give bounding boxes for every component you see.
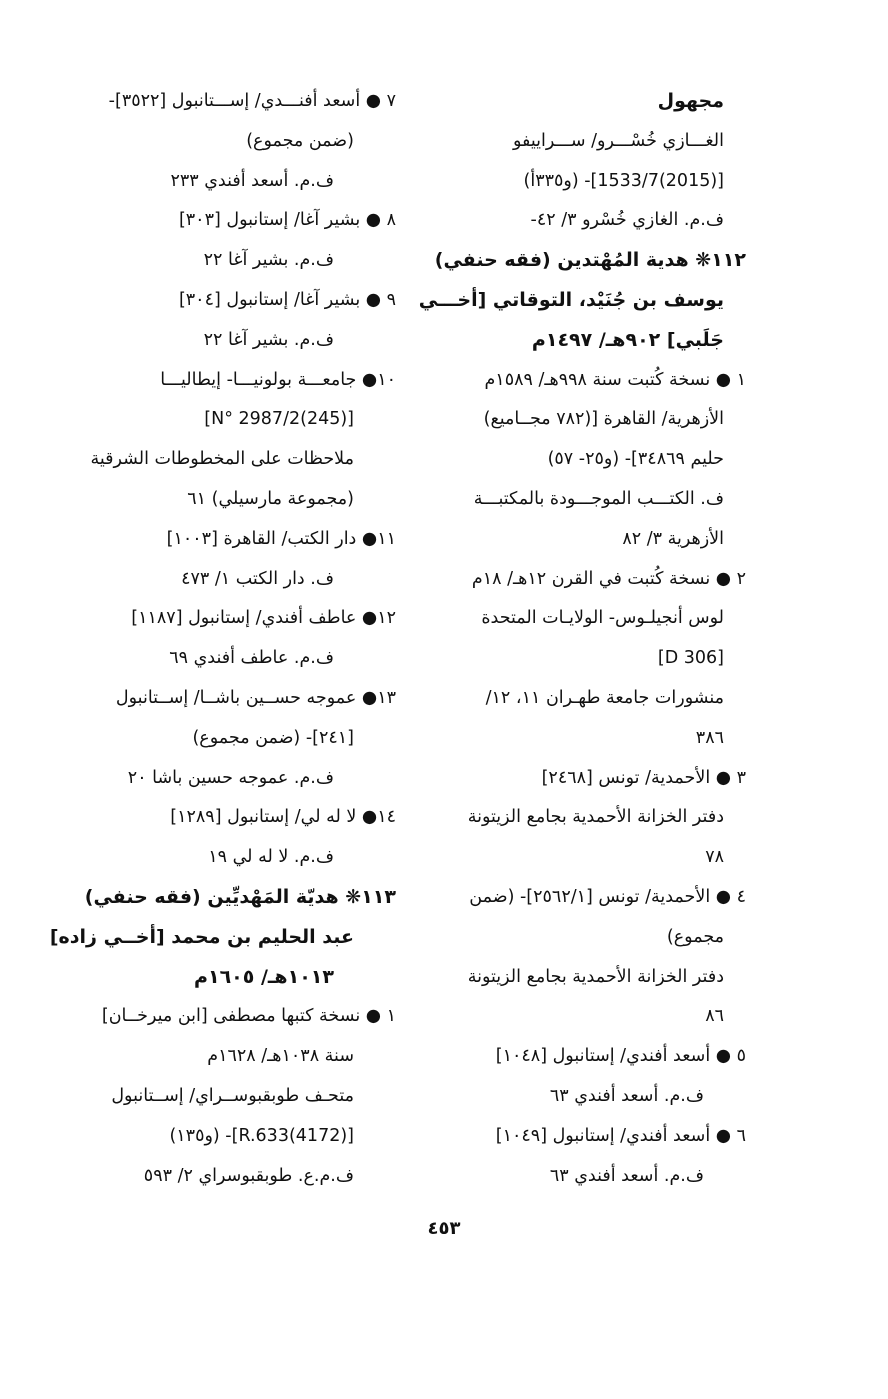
text-line: ف.م. لا له لي ١٩ (208, 847, 334, 868)
text-line: ١١٢❋ هدية المُهْتدين (فقه حنفي) (434, 249, 746, 272)
text-line: ١٣● عموجه حســين باشــا/ إســتانبول (115, 687, 396, 708)
text-line: ف.م. أسعد أفندي ٢٣٣ (170, 170, 334, 191)
text-line: ٥ ● أسعد أفندي/ إستانبول [١٠٤٨] (495, 1046, 746, 1067)
text-line: ف.م. عموجه حسين باشا ٢٠ (127, 767, 334, 788)
text-line: [(245)N° 2987/2] (204, 409, 354, 430)
text-line: مجهول (657, 90, 724, 112)
text-line: منشورات جامعة طهـران ١١، ١٢/ (485, 687, 724, 708)
text-line: الغـــازي خُسْـــرو/ ســـراييفو (512, 130, 724, 151)
text-line: ف.م. أسعد أفندي ٦٣ (549, 1165, 704, 1186)
text-line: ف.م. بشير آغا ٢٢ (203, 250, 334, 271)
text-line: سنة ١٠٣٨هـ/ ١٦٢٨م (207, 1046, 354, 1067)
text-line: دفتر الخزانة الأحمدية بجامع الزيتونة (467, 966, 724, 987)
text-line: حليم ٣٤٨٦٩]- (و٢٥- ٥٧) (547, 449, 724, 470)
text-line: عبد الحليم بن محمد [أخــي زاده] (49, 925, 354, 948)
text-line: ف.م. عاطف أفندي ٦٩ (169, 648, 334, 669)
text-line: ١١● دار الكتب/ القاهرة [١٠٠٣] (166, 528, 396, 549)
text-line: ٢ ● نسخة كُتبت في القرن ١٢هـ/ ١٨م (471, 568, 746, 589)
text-line: ١ ● نسخة كُتبت سنة ٩٩٨هـ/ ١٥٨٩م (484, 369, 746, 390)
text-line: ١٤● لا له لي/ إستانبول [١٢٨٩] (170, 807, 396, 828)
text-line: [D 306] (657, 648, 724, 669)
text-line: لوس أنجيلـوس- الولايـات المتحدة (481, 608, 724, 629)
text-line: ٤ ● الأحمدية/ تونس [٢٥٦٢/١]- (ضمن (469, 886, 746, 907)
text-line: ٩ ● بشير آغا/ إستانبول [٣٠٤] (178, 289, 396, 310)
text-line: جَلَبي] ٩٠٢هـ/ ١٤٩٧م (531, 328, 724, 351)
text-line: ٨٦ (705, 1006, 724, 1027)
text-line: ف. دار الكتب ١/ ٤٧٣ (181, 568, 334, 589)
text-line: ٣ ● الأحمدية/ تونس [٢٤٦٨] (541, 767, 746, 788)
text-line: [(2015)1533/7]- (و٣٣٥أ) (523, 170, 724, 191)
text-line: يوسف بن جُنَيْد، التوقاتي [أخـــي (418, 288, 724, 311)
text-line: ١١٣❋ هديّة المَهْديِّين (فقه حنفي) (84, 885, 396, 908)
text-line: [(4172)R.633]- (و١٣٥) (169, 1125, 354, 1146)
text-line: ٨ ● بشير آغا/ إستانبول [٣٠٣] (178, 210, 396, 231)
text-line: ٣٨٦ (695, 727, 724, 748)
text-line: دفتر الخزانة الأحمدية بجامع الزيتونة (467, 807, 724, 828)
page-number: ٤٥٣ (427, 1218, 461, 1239)
text-line: ٦ ● أسعد أفندي/ إستانبول [١٠٤٩] (495, 1125, 746, 1146)
text-line: ١٢● عاطف أفندي/ إستانبول [١١٨٧] (131, 608, 396, 629)
text-line: مجموع) (666, 926, 724, 947)
text-line: متحـف طوبقبوســراي/ إســتانبول (111, 1085, 354, 1106)
text-line: [٢٤١]- (ضمن مجموع) (192, 727, 354, 748)
text-line: ف. الكتـــب الموجـــودة بالمكتبـــة (473, 488, 724, 509)
text-line: ١٠● جامعـــة بولونيـــا- إيطاليـــا (160, 369, 396, 390)
text-line: ٧٨ (705, 847, 724, 868)
text-line: ف.م. بشير آغا ٢٢ (203, 329, 334, 350)
text-line: ف.م. الغازي خُسْرو ٣/ ٤٢- (530, 210, 724, 231)
text-line: ١ ● نسخة كتبها مصطفى [ابن ميرخــان] (101, 1006, 396, 1027)
text-line: الأزهرية/ القاهرة [(٧٨٢ مجــاميع) (483, 409, 724, 430)
text-line: الأزهرية ٣/ ٨٢ (622, 528, 724, 549)
left-column (49, 82, 396, 1196)
text-line: (مجموعة مارسيلي) ٦١ (187, 488, 354, 509)
text-line: ف.م. أسعد أفندي ٦٣ (549, 1085, 704, 1106)
text-line: ١٠١٣هـ/ ١٦٠٥م (194, 965, 334, 988)
text-line: ٧ ● أسعد أفنـــدي/ إســـتانبول [٣٥٢٢]- (108, 91, 396, 111)
right-column (418, 82, 746, 1196)
text-line: (ضمن مجموع) (246, 130, 354, 151)
text-line: ف.م.ع. طوبقبوسراي ٢/ ٥٩٣ (143, 1165, 354, 1186)
text-line: ملاحظات على المخطوطات الشرقية (90, 449, 354, 470)
